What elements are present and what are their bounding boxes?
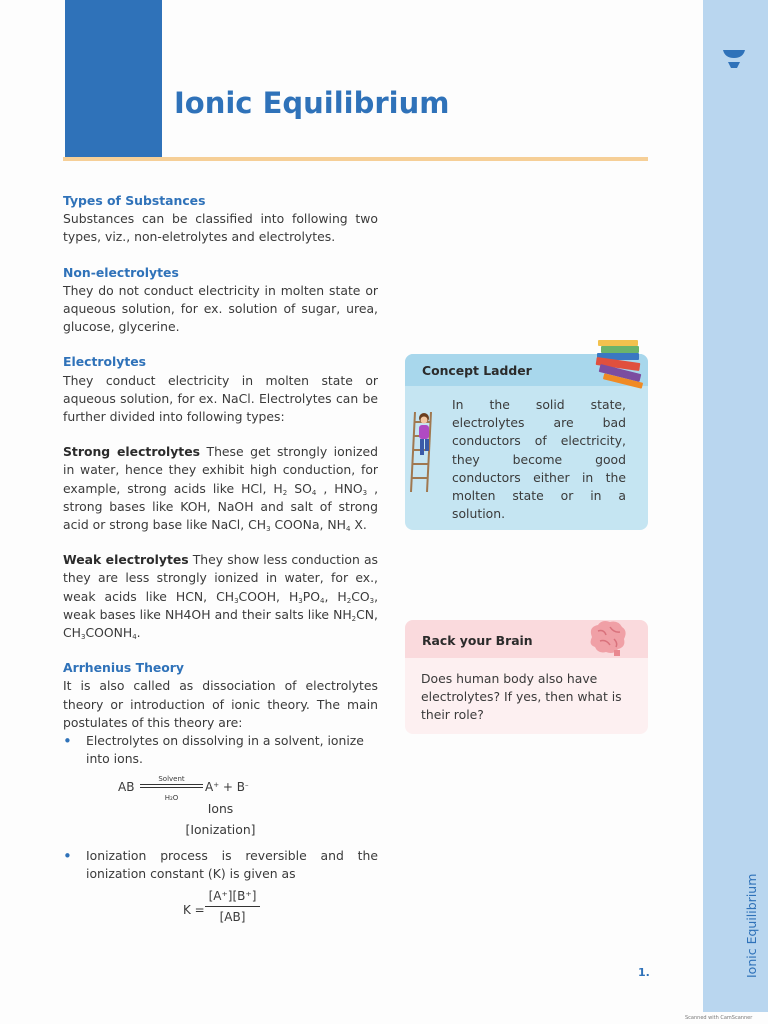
page-title: Ionic Equilibrium (174, 86, 450, 120)
title-divider (63, 157, 648, 161)
concept-ladder-title: Concept Ladder (422, 363, 532, 378)
books-icon (593, 337, 648, 389)
postulate-2: • Ionization process is reversible and the ionization constant (K) is given as (63, 847, 378, 883)
strong-electrolytes-paragraph: Strong electrolytes These get strongly ionized in water, hence they exhibit high conduction, for example, strong acids like HCl, $H_2$ $SO_4$ , $HNO_3$ , strong bases like KOH, NaOH and salt of strong acid or strong base like NaCl, $CH_3$ COONa, $NH_4$ X. (63, 444, 379, 534)
types-heading: Types of Substances (63, 193, 206, 208)
main-content (63, 192, 378, 931)
side-chapter-label: Ionic Equilibrium (744, 873, 759, 978)
ionization-label: [Ionization] (185, 821, 256, 837)
non-electrolytes-heading: Non-electrolytes (63, 264, 179, 280)
scanner-watermark: Scanned with CamScanner (685, 1015, 753, 1021)
strong-electrolytes-label: Strong electrolytes (63, 444, 201, 460)
ladder-climber-icon (409, 410, 441, 494)
weak-electrolytes-label: Weak electrolytes (63, 552, 189, 568)
rack-your-brain-title: Rack your Brain (422, 633, 533, 648)
postulate-1: • Electrolytes on dissolving in a solvent, ionize into ions. (63, 732, 378, 768)
weak-electrolytes-paragraph: Weak electrolytes They show less conduction as they are less strongly ionized in water, for ex., weak acids like HCN, $CH_3COOH$, $H_3PO_4$, $H_2CO_3$, weak bases like NH4OH and their salts like $NH_2CN$, $CH_3COONH_4$. (63, 552, 379, 642)
postulates-list (63, 732, 378, 768)
arrhenius-text: It is also called as dissociation of electrolytes theory or introduction of ionic theory. The main postulates of this theory are: (63, 678, 378, 730)
concept-ladder-text: In the solid state, electrolytes are bad conductors of electricity, they become good conductors either in the molten state or in a solution. (452, 397, 626, 522)
electrolytes-text: They conduct electricity in molten state or aqueous solution, for ex. NaCl. Electrolytes can be further divided into following types: (63, 372, 378, 425)
header-color-block (65, 0, 162, 158)
ions-label: Ions (207, 801, 234, 817)
types-text: Substances can be classified into following two types, viz., non-eletrolytes and electrolytes. (63, 211, 378, 245)
dissociation-equation: AB Solvent H₂O A+ + B– (118, 775, 249, 803)
non-electrolytes-text: They do not conduct electricity in molten state or aqueous solution, for ex. solution of sugar, urea, glucose, glycerine. (63, 282, 378, 335)
brain-icon (584, 617, 630, 657)
fraction-bar (205, 906, 260, 907)
rack-your-brain-text: Does human body also have electrolytes? If yes, then what is their role? (421, 671, 622, 723)
postulates-list-2 (63, 847, 378, 883)
electrolytes-heading: Electrolytes (63, 354, 147, 370)
page-number: 1. (638, 966, 650, 979)
arrhenius-heading: Arrhenius Theory (63, 660, 184, 676)
side-banner (703, 0, 768, 1012)
equilibrium-arrow (140, 784, 203, 785)
ionization-constant-equation: K = [A⁺][B⁺] [AB] (183, 889, 378, 931)
brand-logo-icon (720, 44, 748, 72)
